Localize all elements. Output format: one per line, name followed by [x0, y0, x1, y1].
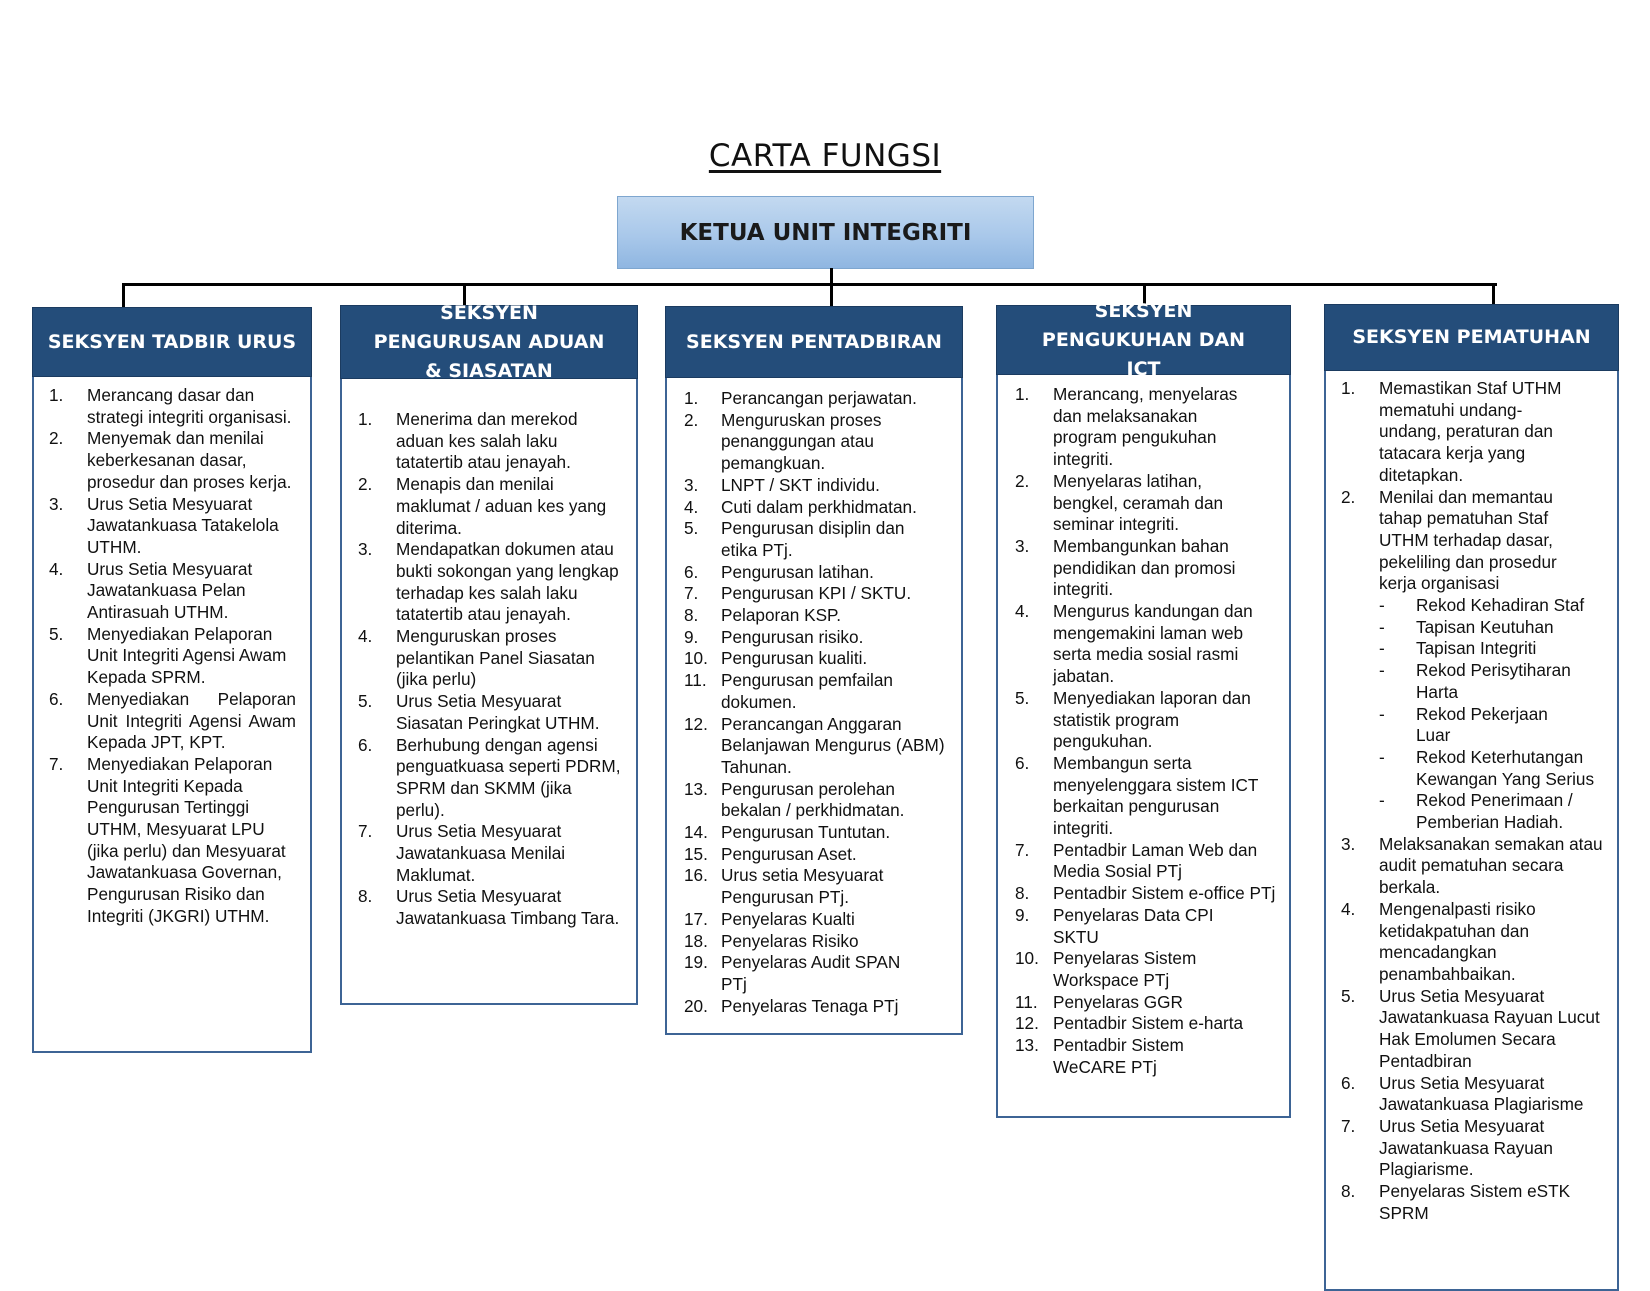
- item-text: Penyelaras Audit SPAN PTj: [721, 952, 901, 994]
- sub-item: [1379, 747, 1607, 790]
- list-item: [1341, 899, 1607, 986]
- list-item: [1015, 384, 1277, 471]
- sub-item-text: Rekod Perisytiharan Harta: [1416, 660, 1571, 702]
- item-number: 20.: [684, 995, 708, 1016]
- item-number: 1.: [684, 388, 699, 408]
- item-number: 13.: [1015, 1035, 1039, 1056]
- list-item: [684, 648, 949, 670]
- sub-marker: -: [1379, 638, 1385, 659]
- item-text: Memastikan Staf UTHM mematuhi undang-undang, peraturan dan tatacara kerja yang ditetapkan.: [1379, 378, 1562, 485]
- list-item: [684, 670, 949, 713]
- item-number: 5.: [1341, 985, 1356, 1006]
- list-item: [684, 475, 949, 497]
- item-text: Penyelaras Sistem eSTK SPRM: [1379, 1181, 1571, 1223]
- list-item: [1015, 1013, 1277, 1035]
- item-number: 15.: [684, 843, 708, 864]
- list-item: [1341, 986, 1607, 1073]
- item-text: Urus Setia Mesyuarat Jawatankuasa Rayuan Plagiarisme.: [1379, 1115, 1553, 1180]
- item-number: 11.: [684, 670, 707, 691]
- list-item: [1015, 601, 1277, 688]
- item-text: Urus Setia Mesyuarat Siasatan Peringkat UTHM.: [396, 691, 600, 733]
- item-number: 16.: [684, 865, 708, 886]
- item-text: Menyediakan Pelaporan Unit Integriti Agensi Awam Kepada SPRM.: [87, 623, 287, 688]
- item-text: Menyediakan laporan dan statistik program pengukuhan.: [1053, 687, 1251, 752]
- item-text: Menyemak dan menilai keberkesanan dasar, prosedur dan proses kerja.: [87, 428, 292, 492]
- section-body: [665, 378, 963, 1035]
- sub-marker: -: [1379, 746, 1385, 767]
- connector-drop-5: [1492, 283, 1495, 305]
- item-number: 8.: [358, 886, 373, 907]
- section-body: [996, 375, 1291, 1118]
- sub-item: [1379, 638, 1607, 660]
- sub-item-text: Rekod Pekerjaan Luar: [1416, 703, 1548, 746]
- item-number: 7.: [49, 753, 64, 774]
- item-text: Merancang, menyelaras dan melaksanakan program pengukuhan integriti.: [1053, 384, 1238, 470]
- item-number: 5.: [49, 623, 64, 644]
- list-item: [49, 624, 296, 689]
- item-text: Membangunkan bahan pendidikan dan promosi integriti.: [1053, 535, 1236, 600]
- list-item: [684, 779, 949, 822]
- item-number: 3.: [684, 474, 699, 495]
- item-number: 12.: [1015, 1013, 1039, 1034]
- item-number: 13.: [684, 778, 708, 799]
- item-text: Berhubung dengan agensi penguatkuasa seperti PDRM, SPRM dan SKMM (jika perlu).: [396, 734, 621, 820]
- section-title: SEKSYEN PEMATUHAN: [1352, 326, 1591, 348]
- item-number: 5.: [358, 691, 373, 712]
- item-number: 11.: [1015, 991, 1038, 1012]
- sub-item-text: Rekod Penerimaan / Pemberian Hadiah.: [1416, 790, 1573, 833]
- item-number: 17.: [684, 908, 708, 929]
- item-number: 4.: [1015, 601, 1030, 622]
- list-item: [358, 886, 622, 929]
- list-item: [1341, 487, 1607, 834]
- item-text: Penyelaras Kualti: [721, 908, 855, 929]
- item-text: Penyelaras GGR: [1053, 991, 1183, 1012]
- list-item: [358, 691, 622, 734]
- item-text: Urus setia Mesyuarat Pengurusan PTj.: [721, 865, 884, 908]
- list-item: [49, 754, 296, 928]
- item-text: Pengurusan Tuntutan.: [721, 822, 891, 843]
- item-text: Pentadbir Sistem e-harta: [1053, 1013, 1244, 1034]
- list-item: [684, 865, 949, 908]
- list-item: [684, 931, 949, 953]
- item-text: Pengurusan disiplin dan etika PTj.: [721, 518, 905, 560]
- item-text: Urus Setia Mesyuarat Jawatankuasa Rayuan Lucut Hak Emolumen Secara Pentadbiran: [1379, 985, 1600, 1071]
- sub-item: [1379, 790, 1607, 833]
- list-item: [49, 385, 296, 428]
- section-header: [32, 307, 312, 377]
- item-text: Menilai dan memantau tahap pematuhan Staf UTHM terhadap dasar, pekeliling dan prosedur kerja organisasi: [1379, 486, 1557, 594]
- item-number: 9.: [1015, 904, 1030, 925]
- item-number: 9.: [684, 626, 699, 647]
- item-number: 4.: [1341, 898, 1356, 919]
- section-body: [340, 379, 638, 1005]
- list-item: [1015, 753, 1277, 840]
- item-text: Perancangan Anggaran Belanjawan Mengurus (ABM) Tahunan.: [721, 713, 945, 777]
- item-number: 10.: [684, 648, 708, 669]
- head-node: [617, 196, 1034, 269]
- item-number: 5.: [1015, 687, 1030, 708]
- item-number: 7.: [684, 583, 699, 604]
- item-number: 2.: [358, 474, 373, 495]
- item-text: Pengurusan risiko.: [721, 626, 864, 647]
- list-item: [358, 626, 622, 691]
- section-header: [1324, 304, 1619, 371]
- item-text: Pengurusan pemfailan dokumen.: [721, 670, 893, 712]
- item-text: LNPT / SKT individu.: [721, 474, 880, 495]
- list-item: [684, 605, 949, 627]
- item-text: Mengenalpasti risiko ketidakpatuhan dan mencadangkan penambahbaikan.: [1379, 898, 1536, 984]
- list-item: [49, 428, 296, 493]
- item-text: Menyediakan Pelaporan Unit Integriti Kepada Pengurusan Tertinggi UTHM, Mesyuarat LPU (jika perlu) dan Mesyuarat Jawatankuasa Governan, Pengurusan Risiko dan Integriti (JKGRI) UTHM.: [87, 753, 286, 926]
- section-title: SEKSYEN PENGURUSAN ADUAN & SIASATAN: [373, 301, 605, 382]
- sub-item-text: Rekod Kehadiran Staf: [1416, 595, 1585, 616]
- page-title: CARTA FUNGSI: [708, 138, 942, 174]
- item-number: 18.: [684, 930, 708, 951]
- item-text: Menerima dan merekod aduan kes salah laku tatatertib atau jenayah.: [396, 409, 578, 473]
- sub-item-text: Rekod Keterhutangan Kewangan Yang Serius: [1416, 746, 1595, 789]
- item-number: 19.: [684, 952, 708, 973]
- section-header: [340, 301, 638, 382]
- list-item: [358, 409, 622, 474]
- item-text: Urus Setia Mesyuarat Jawatankuasa Menilai Maklumat.: [396, 821, 566, 885]
- list-item: [1015, 840, 1277, 883]
- item-text: Urus Setia Mesyuarat Jawatankuasa Timbang Tara.: [396, 886, 620, 929]
- item-text: Menapis dan menilai maklumat / aduan kes yang diterima.: [396, 474, 607, 538]
- item-number: 1.: [1015, 384, 1030, 404]
- list-item: [684, 714, 949, 779]
- list-item: [358, 735, 622, 822]
- sub-marker: -: [1379, 595, 1385, 616]
- list-item: [684, 996, 949, 1018]
- item-number: 3.: [1341, 833, 1356, 854]
- item-number: 7.: [358, 821, 373, 842]
- item-text: Mengurus kandungan dan mengemakini laman web serta media sosial rasmi jabatan.: [1053, 601, 1253, 687]
- section-header: [996, 299, 1291, 380]
- item-text: Perancangan perjawatan.: [721, 388, 917, 408]
- list-item: [1015, 688, 1277, 753]
- section-body: [1324, 371, 1619, 1291]
- list-item: [1015, 1035, 1277, 1078]
- head-node-label: KETUA UNIT INTEGRITI: [679, 219, 972, 246]
- list-item: [1341, 1073, 1607, 1116]
- item-number: 4.: [49, 558, 64, 579]
- item-text: Urus Setia Mesyuarat Jawatankuasa Plagiarisme: [1379, 1072, 1584, 1115]
- section-header: [665, 306, 963, 378]
- item-text: Merancang dasar dan strategi integriti organisasi.: [87, 385, 292, 427]
- list-item: [1341, 1116, 1607, 1181]
- item-number: 1.: [49, 385, 64, 405]
- section-title: SEKSYEN PENGUKUHAN DAN ICT: [1041, 299, 1246, 380]
- connector-drop-1: [122, 283, 125, 307]
- section-title: SEKSYEN PENTADBIRAN: [686, 330, 942, 353]
- item-number: 6.: [358, 734, 373, 755]
- list-item: [684, 909, 949, 931]
- item-text: Penyelaras Data CPI SKTU: [1053, 904, 1214, 947]
- item-number: 8.: [1341, 1181, 1356, 1202]
- item-number: 6.: [684, 561, 699, 582]
- item-number: 14.: [684, 822, 708, 843]
- item-text: Pentadbir Laman Web dan Media Sosial PTj: [1053, 839, 1258, 882]
- item-number: 8.: [684, 605, 699, 626]
- sub-item-text: Tapisan Keutuhan: [1416, 616, 1554, 637]
- item-text: Pelaporan KSP.: [721, 605, 842, 626]
- item-text: Menguruskan proses penanggungan atau pemangkuan.: [721, 409, 882, 474]
- item-number: 4.: [358, 626, 373, 647]
- item-number: 1.: [358, 409, 373, 429]
- list-item: [684, 388, 949, 410]
- list-item: [684, 952, 949, 995]
- item-number: 12.: [684, 713, 708, 734]
- item-number: 7.: [1341, 1115, 1356, 1136]
- item-text: Menyelaras latihan, bengkel, ceramah dan seminar integriti.: [1053, 470, 1224, 535]
- list-item: [49, 689, 296, 754]
- list-item: [358, 474, 622, 539]
- item-text: Menguruskan proses pelantikan Panel Siasatan (jika perlu): [396, 626, 595, 690]
- section-title: SEKSYEN TADBIR URUS: [47, 330, 297, 353]
- item-number: 2.: [684, 409, 699, 430]
- item-text: Urus Setia Mesyuarat Jawatankuasa Pelan Antirasuah UTHM.: [87, 558, 253, 623]
- list-item: [684, 844, 949, 866]
- item-number: 2.: [1341, 486, 1356, 507]
- item-number: 1.: [1341, 378, 1356, 398]
- item-number: 8.: [1015, 883, 1030, 904]
- item-number: 6.: [1015, 752, 1030, 773]
- list-item: [684, 562, 949, 584]
- item-text: Penyelaras Sistem Workspace PTj: [1053, 948, 1197, 990]
- section-body: [32, 377, 312, 1053]
- list-item: [1015, 471, 1277, 536]
- item-text: Membangun serta menyelenggara sistem ICT berkaitan pengurusan integriti.: [1053, 752, 1259, 839]
- sub-marker: -: [1379, 790, 1385, 811]
- list-item: [49, 494, 296, 559]
- list-item: [684, 822, 949, 844]
- sub-item: [1379, 595, 1607, 617]
- item-text: Pengurusan Aset.: [721, 843, 857, 864]
- item-text: Mendapatkan dokumen atau bukti sokongan yang lengkap terhadap kes salah laku tatatertib atau jenayah.: [396, 539, 619, 625]
- item-text: Penyelaras Risiko: [721, 930, 859, 951]
- sub-marker: -: [1379, 703, 1385, 724]
- list-item: [1015, 992, 1277, 1014]
- item-text: Cuti dalam perkhidmatan.: [721, 496, 917, 517]
- item-number: 3.: [1015, 535, 1030, 556]
- sub-item-text: Tapisan Integriti: [1416, 638, 1537, 659]
- list-item: [684, 497, 949, 519]
- list-item: [684, 518, 949, 561]
- list-item: [1015, 883, 1277, 905]
- list-item: [1015, 536, 1277, 601]
- item-text: Urus Setia Mesyuarat Jawatankuasa Tatakelola UTHM.: [87, 493, 279, 557]
- connector-drop-3: [830, 283, 833, 307]
- item-text: Penyelaras Tenaga PTj: [721, 995, 899, 1016]
- item-text: Pentadbir Sistem e-office PTj: [1053, 883, 1276, 904]
- item-text: Melaksanakan semakan atau audit pematuhan secara berkala.: [1379, 833, 1603, 898]
- item-number: 2.: [49, 428, 64, 449]
- item-number: 4.: [684, 496, 699, 517]
- connector-horizontal: [122, 283, 1497, 286]
- item-number: 6.: [49, 688, 64, 709]
- sub-marker: -: [1379, 660, 1385, 681]
- list-item: [1341, 1181, 1607, 1224]
- sub-item: [1379, 617, 1607, 639]
- item-text: Menyediakan Pelaporan Unit Integriti Agensi Awam Kepada JPT, KPT.: [87, 688, 296, 753]
- item-number: 6.: [1341, 1072, 1356, 1093]
- list-item: [684, 627, 949, 649]
- list-item: [1341, 378, 1607, 487]
- item-number: 10.: [1015, 948, 1039, 969]
- list-item: [684, 410, 949, 475]
- sub-list: [1379, 595, 1607, 834]
- list-item: [49, 559, 296, 624]
- item-number: 2.: [1015, 470, 1030, 491]
- item-number: 7.: [1015, 839, 1030, 860]
- list-item: [358, 539, 622, 626]
- sub-item: [1379, 704, 1607, 747]
- list-item: [1015, 948, 1277, 991]
- item-text: Pengurusan kualiti.: [721, 648, 868, 669]
- item-text: Pengurusan KPI / SKTU.: [721, 583, 912, 604]
- sub-item: [1379, 660, 1607, 703]
- list-item: [1341, 834, 1607, 899]
- sub-marker: -: [1379, 616, 1385, 637]
- list-item: [358, 821, 622, 886]
- item-number: 3.: [358, 539, 373, 560]
- list-item: [1015, 905, 1277, 948]
- item-text: Pengurusan perolehan bekalan / perkhidmatan.: [721, 778, 905, 821]
- item-text: Pentadbir Sistem WeCARE PTj: [1053, 1035, 1184, 1077]
- item-number: 3.: [49, 493, 64, 514]
- item-text: Pengurusan latihan.: [721, 561, 874, 582]
- list-item: [684, 583, 949, 605]
- item-number: 5.: [684, 518, 699, 539]
